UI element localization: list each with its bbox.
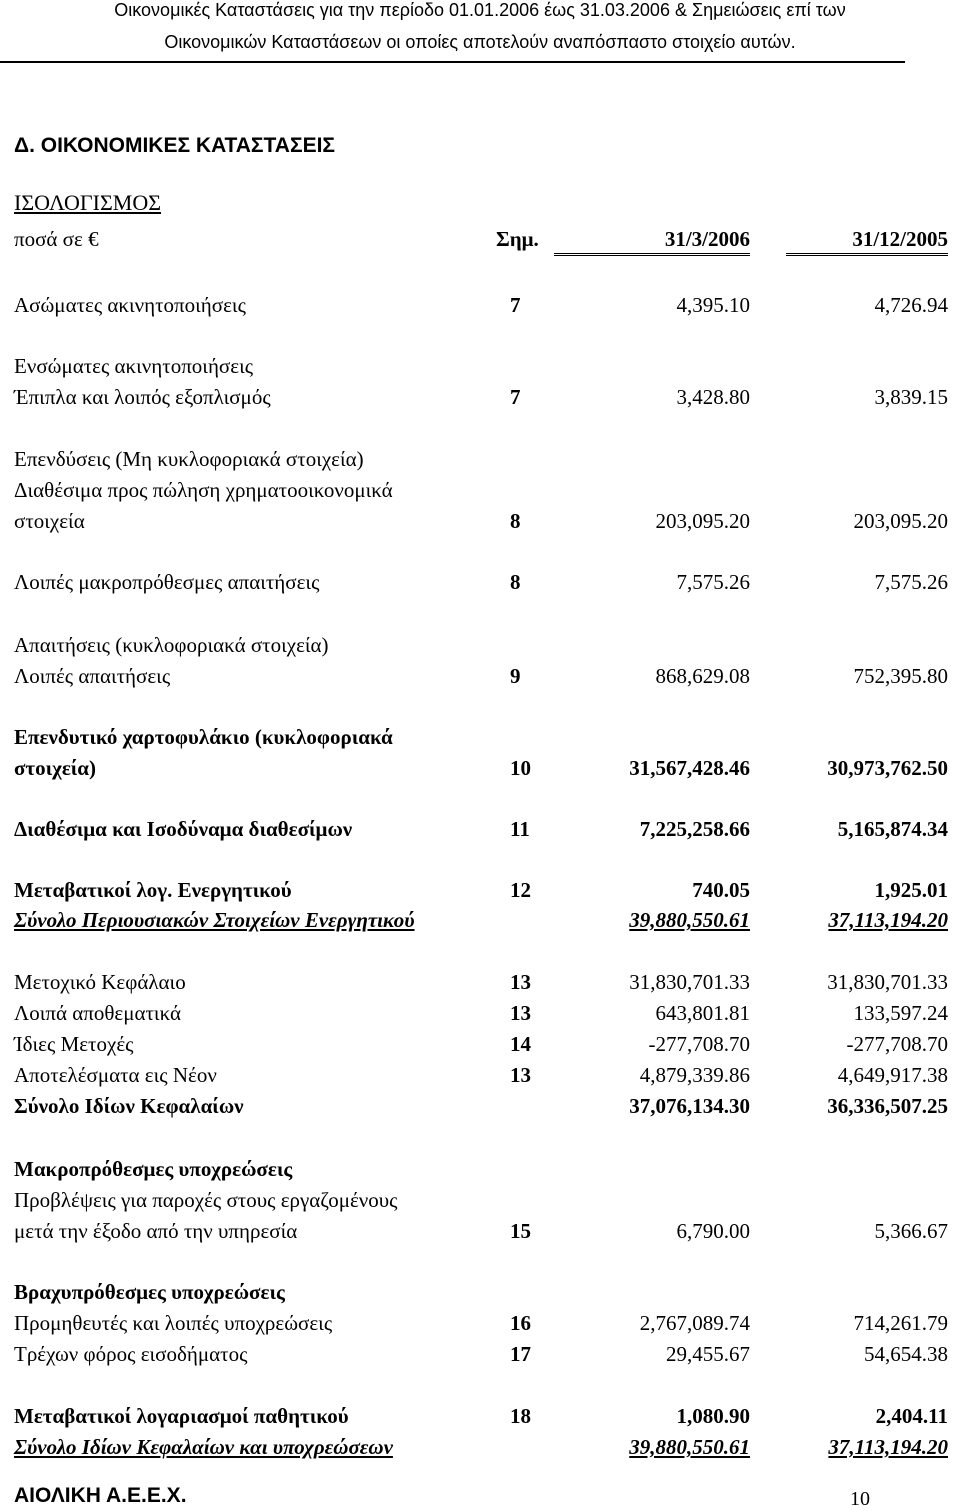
row-label: στοιχεία) bbox=[14, 756, 97, 780]
row-value-period1: 868,629.08 bbox=[655, 664, 750, 688]
table-row bbox=[0, 354, 960, 378]
row-label: Λοιπές μακροπρόθεσμες απαιτήσεις bbox=[14, 570, 320, 594]
table-row bbox=[0, 1219, 960, 1243]
row-value-period2: 714,261.79 bbox=[853, 1311, 948, 1335]
row-value-period1: 740.05 bbox=[692, 878, 750, 902]
row-value-period1: 6,790.00 bbox=[676, 1219, 750, 1243]
row-value-period1: -277,708.70 bbox=[648, 1032, 750, 1056]
document-header-line-2: Οικονομικών Καταστάσεων οι οποίες αποτελούν αναπόσπαστο στοιχείο αυτών. bbox=[164, 32, 796, 52]
row-value-period2: 37,113,194.20 bbox=[828, 1435, 948, 1459]
row-value-period2: 5,165,874.34 bbox=[837, 817, 948, 841]
row-label: Απαιτήσεις (κυκλοφοριακά στοιχεία) bbox=[14, 633, 329, 657]
header-rule bbox=[0, 61, 905, 63]
table-row bbox=[0, 447, 960, 471]
row-note: 7 bbox=[510, 293, 521, 317]
row-label: Τρέχων φόρος εισοδήματος bbox=[14, 1342, 248, 1366]
row-value-period1: 643,801.81 bbox=[655, 1001, 750, 1025]
row-label: Μεταβατικοί λογ. Ενεργητικού bbox=[14, 878, 292, 902]
row-note: 18 bbox=[510, 1404, 531, 1428]
row-note: 17 bbox=[510, 1342, 531, 1366]
table-row bbox=[0, 1188, 960, 1212]
period1-column-header: 31/3/2006 bbox=[554, 227, 750, 256]
table-row bbox=[0, 293, 960, 317]
row-value-period2: 37,113,194.20 bbox=[828, 908, 948, 932]
row-label: Λοιπά αποθεματικά bbox=[14, 1001, 181, 1025]
row-label: Μεταβατικοί λογαριασμοί παθητικού bbox=[14, 1404, 349, 1428]
table-row bbox=[0, 878, 960, 902]
row-value-period1: 31,830,701.33 bbox=[629, 970, 750, 994]
row-value-period2: 36,336,507.25 bbox=[827, 1094, 948, 1118]
row-label: Επενδυτικό χαρτοφυλάκιο (κυκλοφοριακά bbox=[14, 725, 393, 749]
row-value-period1: 4,395.10 bbox=[676, 293, 750, 317]
table-row bbox=[0, 478, 960, 502]
table-row bbox=[0, 509, 960, 533]
note-column-header: Σημ. bbox=[496, 227, 539, 251]
table-row bbox=[0, 633, 960, 657]
table-row bbox=[0, 817, 960, 841]
row-note: 13 bbox=[510, 1063, 531, 1087]
row-value-period2: 3,839.15 bbox=[874, 385, 948, 409]
row-value-period1: 1,080.90 bbox=[676, 1404, 750, 1428]
row-value-period1: 29,455.67 bbox=[666, 1342, 750, 1366]
row-value-period2: 752,395.80 bbox=[853, 664, 948, 688]
row-value-period2: 30,973,762.50 bbox=[827, 756, 948, 780]
row-value-period2: 4,726.94 bbox=[874, 293, 948, 317]
row-value-period1: 3,428.80 bbox=[676, 385, 750, 409]
page-number: 10 bbox=[850, 1488, 870, 1510]
row-value-period2: 54,654.38 bbox=[864, 1342, 948, 1366]
row-label: Αποτελέσματα εις Νέον bbox=[14, 1063, 217, 1087]
row-value-period1: 7,575.26 bbox=[676, 570, 750, 594]
row-note: 13 bbox=[510, 1001, 531, 1025]
row-label: μετά την έξοδο από την υπηρεσία bbox=[14, 1219, 298, 1243]
row-label: Έπιπλα και λοιπός εξοπλισμός bbox=[14, 385, 271, 409]
table-row bbox=[0, 1311, 960, 1335]
table-row bbox=[0, 1063, 960, 1087]
row-note: 13 bbox=[510, 970, 531, 994]
table-row bbox=[0, 970, 960, 994]
table-row bbox=[0, 1032, 960, 1056]
row-note: 8 bbox=[510, 509, 521, 533]
row-label: Λοιπές απαιτήσεις bbox=[14, 664, 171, 688]
row-value-period2: 133,597.24 bbox=[853, 1001, 948, 1025]
row-value-period1: 7,225,258.66 bbox=[639, 817, 750, 841]
table-row bbox=[0, 385, 960, 409]
table-row bbox=[0, 1435, 960, 1459]
period2-column-header: 31/12/2005 bbox=[786, 227, 948, 256]
table-row bbox=[0, 1094, 960, 1118]
table-row bbox=[0, 908, 960, 932]
row-label: Σύνολο Περιουσιακών Στοιχείων Ενεργητικού bbox=[14, 908, 415, 932]
row-note: 9 bbox=[510, 664, 521, 688]
row-value-period2: 5,366.67 bbox=[874, 1219, 948, 1243]
row-label: Διαθέσιμα και Ισοδύναμα διαθεσίμων bbox=[14, 817, 353, 841]
table-row bbox=[0, 1001, 960, 1025]
row-value-period1: 4,879,339.86 bbox=[639, 1063, 750, 1087]
row-label: Ασώματες ακινητοποιήσεις bbox=[14, 293, 246, 317]
balance-sheet-title: ΙΣΟΛΟΓΙΣΜΟΣ bbox=[14, 190, 162, 215]
row-label: στοιχεία bbox=[14, 509, 85, 533]
row-value-period2: -277,708.70 bbox=[846, 1032, 948, 1056]
table-row bbox=[0, 1342, 960, 1366]
table-row bbox=[0, 664, 960, 688]
document-header-line-1: Οικονομικές Καταστάσεις για την περίοδο 01.01.2006 έως 31.03.2006 & Σημειώσεις επί των bbox=[114, 0, 846, 20]
row-value-period2: 31,830,701.33 bbox=[827, 970, 948, 994]
row-note: 8 bbox=[510, 570, 521, 594]
row-value-period1: 39,880,550.61 bbox=[629, 1435, 750, 1459]
row-value-period1: 39,880,550.61 bbox=[629, 908, 750, 932]
row-label: Διαθέσιμα προς πώληση χρηματοοικονομικά bbox=[14, 478, 393, 502]
row-value-period2: 7,575.26 bbox=[874, 570, 948, 594]
table-row bbox=[0, 1404, 960, 1428]
section-title: Δ. ΟΙΚΟΝΟΜΙΚΕΣ ΚΑΤΑΣΤΑΣΕΙΣ bbox=[14, 134, 336, 157]
currency-label: ποσά σε € bbox=[14, 227, 99, 251]
row-value-period2: 1,925.01 bbox=[874, 878, 948, 902]
row-note: 15 bbox=[510, 1219, 531, 1243]
row-label: Μετοχικό Κεφάλαιο bbox=[14, 970, 186, 994]
row-note: 12 bbox=[510, 878, 531, 902]
row-note: 16 bbox=[510, 1311, 531, 1335]
row-label: Βραχυπρόθεσμες υποχρεώσεις bbox=[14, 1280, 285, 1304]
row-value-period2: 2,404.11 bbox=[875, 1404, 948, 1428]
row-value-period2: 203,095.20 bbox=[853, 509, 948, 533]
row-label: Προβλέψεις για παροχές στους εργαζομένους bbox=[14, 1188, 398, 1212]
row-value-period1: 203,095.20 bbox=[655, 509, 750, 533]
table-row bbox=[0, 570, 960, 594]
table-row bbox=[0, 1157, 960, 1181]
row-label: Μακροπρόθεσμες υποχρεώσεις bbox=[14, 1157, 293, 1181]
table-row bbox=[0, 725, 960, 749]
row-note: 10 bbox=[510, 756, 531, 780]
row-note: 7 bbox=[510, 385, 521, 409]
row-note: 14 bbox=[510, 1032, 531, 1056]
row-label: Σύνολο Ιδίων Κεφαλαίων bbox=[14, 1094, 244, 1118]
row-note: 11 bbox=[510, 817, 530, 841]
row-label: Επενδύσεις (Μη κυκλοφοριακά στοιχεία) bbox=[14, 447, 364, 471]
row-label: Προμηθευτές και λοιπές υποχρεώσεις bbox=[14, 1311, 333, 1335]
row-value-period1: 2,767,089.74 bbox=[639, 1311, 750, 1335]
row-value-period1: 31,567,428.46 bbox=[629, 756, 750, 780]
row-value-period1: 37,076,134.30 bbox=[629, 1094, 750, 1118]
row-label: Ενσώματες ακινητοποιήσεις bbox=[14, 354, 254, 378]
row-value-period2: 4,649,917.38 bbox=[837, 1063, 948, 1087]
table-row bbox=[0, 756, 960, 780]
row-label: Σύνολο Ιδίων Κεφαλαίων και υποχρεώσεων bbox=[14, 1435, 393, 1459]
table-row bbox=[0, 1280, 960, 1304]
company-name: ΑΙΟΛΙΚΗ Α.Ε.Ε.Χ. bbox=[14, 1484, 187, 1507]
row-label: Ίδιες Μετοχές bbox=[14, 1032, 134, 1056]
